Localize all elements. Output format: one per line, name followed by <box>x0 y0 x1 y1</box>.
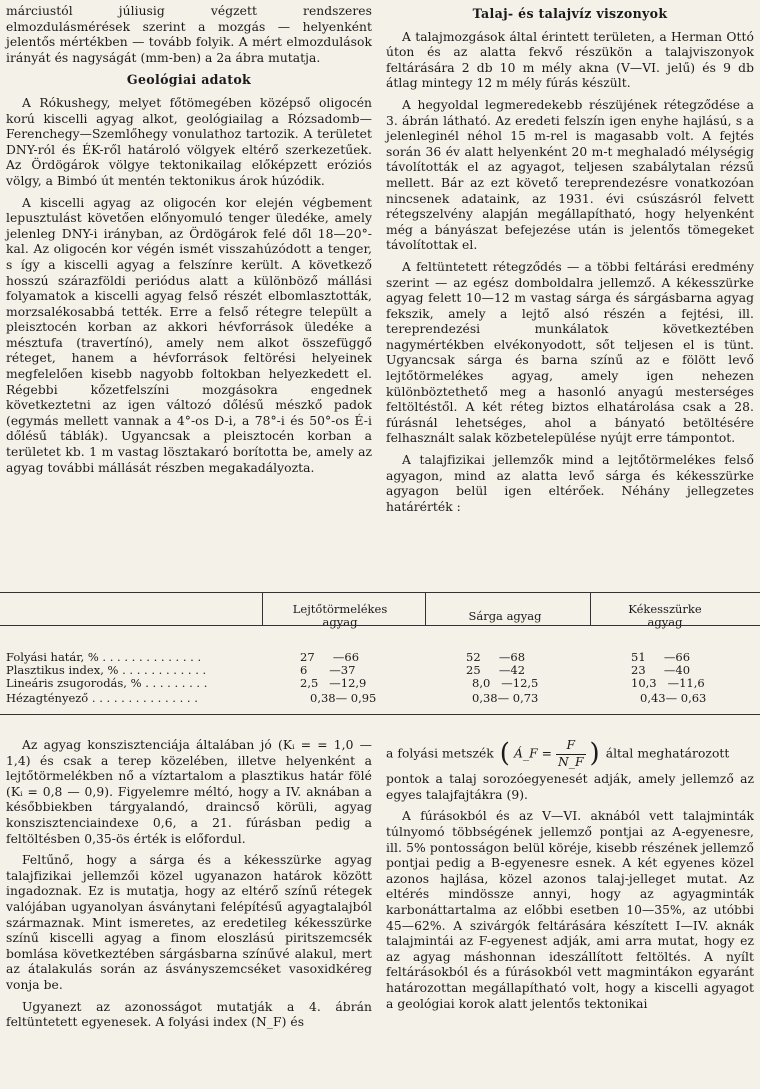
sampling-paragraph: A fúrásokból és az V—VI. aknából vett talajminták túlnyomó többségének jellemző pontjai az A-egyenesre, ill. 5% pontosságon belül köréje, kisebb részének jellemző pontjai pedig a B-egyenesre esnek. A két egyenes közel azonos hajlása, közel azonos talaj-jelleget mutat. Az eltérés mindössze annyi, hogy az agyagminták karbonáttartalma az előbbi esetben 10—35%, az utóbbi 45—62%. A szivárgók feltárására készített I—IV. aknák talajmintái az F-egyenest adják, ami arra mutat, hogy ez az agyag máshonnan ideszállított feltöltés. A nyílt feltárásokból és a fúrásokból vett magmintákon egyaránt határozottan megállapítható volt, hogy a kiscelli agyagot a geológiai korok alatt jelentős tektonikai <box>386 809 754 1011</box>
row-label: Lineáris zsugorodás, % . . . . . . . . . <box>6 676 208 690</box>
regression-paragraph: pontok a talaj sorozóegyenesét adják, amely jellemző az egyes talajfajtákra (9). <box>386 772 754 802</box>
formula-numerator: F <box>566 738 576 752</box>
table-divider <box>590 592 591 625</box>
soil-paragraph-3: A feltüntetett rétegződés — a többi feltárási eredmény szerint — az egész domboldalra jellemző. A kékesszürke agyag felett 10—12 m vastag sárga és sárgásbarna agyag fekszik, amely a lejtő alsó részén a fejtési, ill. tereprendezési munkálatok következtében nagymértékben elvékonyodott, sőt teljesen el is tünt. Ugyancsak sárga és barna színű az e fölött levő lejtőtörmelékes agyag, amely igen nehezen különböztethető meg a hasonló anyagú mesterséges feltöltéstől. A két réteg biztos elhatárolása csak a 28. fúrásnál lehetséges, ahol a bányató betöltésére felhasznált salak közbetelepülése nyújt erre támpontot. <box>386 259 754 446</box>
cell-value: 8,0 —12,5 <box>472 676 539 690</box>
soil-paragraph-1: A talajmozgások által érintett területen, a Herman Ottó úton és az alatta fekvő részükön a talajviszonyok feltárására 2 db 10 m mély akna (V—VI. jelű) és 9 db átlag mintegy 12 m mély fúrás készült. <box>386 29 754 91</box>
flow-intercept-formula: ( Á_F = $\frac{F}{N\_F}$ ) <box>499 738 600 769</box>
geology-paragraph-2: A kiscelli agyag az oligocén kor elején végbement lepusztulást követően előnyomuló tenger üledéke, amely jelenleg DNY-i irányban, az Ördögárok felé dől 18—20°-kal. Az oligocén kor végén ismét visszahúzódott a tenger, s így a kiscelli agyag a felszínre került. A következő hosszú szárazföldi periódus alatt a különböző mállási folyamatok a kiscelli agyag felső részét elbomlasztották, morzsalékosabbá tették. Erre a felső rétegre települt a pleisztocén korban az akkori hévforrások üledéke a mésztufa (travertínó), amely nem alkot összefüggő réteget, hanem a hévforrások feltörési helyeinek megfelelően kisebb nagyobb foltokban helyezkedett el. Régebbi kőzetfelszíni mozgásokra engednek következtetni az igen változó dőlésű mészkő padok (egymás mellett vannak a 4°-os D-i, a 78°-i és 50°-os É-i dőlésű táblák). Ugyancsak a pleisztocén korban a területet kb. 1 m vastag lösztakaró borította be, amely az agyag további mállását részben megakadályozta. <box>6 195 372 475</box>
table-header-col-2: Sárga agyag <box>468 609 542 623</box>
row-label: Hézagtényező . . . . . . . . . . . . . . . <box>6 691 198 705</box>
cell-value: 6 —37 <box>300 663 356 677</box>
formula-denominator: N_F <box>557 754 584 769</box>
section-heading-geology: Geológiai adatok <box>126 72 252 88</box>
table-header-col-1: Lejtőtörmelékes agyag <box>292 602 388 629</box>
table-rule-top <box>0 592 760 593</box>
intro-paragraph: márciustól júliusig végzett rendszeres elmozdulásmérések szerint a mozgás — helyenként jelentős mértékben — tovább folyik. A mért elmozdulások irányát és nagyságát (mm-ben) a 2a ábra mutatja. <box>6 4 372 65</box>
left-column-top <box>6 4 372 482</box>
formula-lhs: Á_F = <box>513 746 552 761</box>
left-column-bottom <box>6 738 372 1037</box>
soil-paragraph-2: A hegyoldal legmeredekebb részüjének rétegződése a 3. ábrán látható. Az eredeti felszín igen enyhe hajlású, s a jelenleginél néhol 15 m-rel is magasabb volt. A fejtés során 36 év alatt helyenként 20 m-t meghaladó mélységig távolították el az agyagot, teljesen szabálytalan rézsű mellett. Bár az ezt követő tereprendezésre vonatkozóan nincsenek adataink, az 1931. évi csúszásról felvett rétegszelvény alapján megállapítható, hogy helyenként még a bányászat befejezése után is jelentős tömegeket távolítottak el. <box>386 97 754 253</box>
section-heading-soil: Talaj- és talajvíz viszonyok <box>472 6 668 21</box>
formula-line <box>386 738 754 770</box>
formula-lead-text: a folyási metszék <box>386 746 494 761</box>
cell-value: 2,5 —12,9 <box>300 676 367 690</box>
cell-value: 0,43— 0,63 <box>640 691 707 705</box>
table-header-col-3: Kékesszürke agyag <box>628 602 702 629</box>
cell-value: 10,3 —11,6 <box>631 676 705 690</box>
cell-value: 52 —68 <box>466 650 526 664</box>
table-rule-bottom <box>0 714 760 715</box>
right-column-top <box>386 4 754 521</box>
cell-value: 25 —42 <box>466 663 526 677</box>
cell-value: 0,38— 0,73 <box>472 691 539 705</box>
color-paragraph: Feltűnő, hogy a sárga és a kékesszürke agyag talajfizikai jellemzői közel ugyanazon határok között ingadoznak. Ez is mutatja, hogy az eltérő színű rétegek valójában ugyanolyan ásványtani felépítésű agyagtalajból származnak. Mint ismeretes, az eredetileg kékesszürke színű kiscelli agyag a finom eloszlású piritszemcsék bomlása következtében sárgásbarna színűvé alakul, mert az átalakulás során az ásványszemcséket vasoxidkéreg vonja be. <box>6 853 372 992</box>
soil-paragraph-4: A talajfizikai jellemzők mind a lejtőtörmelékes felső agyagon, mind az alatta levő sárga és kékesszürke agyagon belül igen eltérőek. Néhány jellegzetes határérték : <box>386 453 754 514</box>
geology-paragraph-1: A Rókushegy, melyet főtömegében középső oligocén korú kiscelli agyag alkot, geológiailag a Rózsadomb—Ferenchegy—Szemlőhegy vonulathoz tartozik. A területet DNY-ról és ÉK-ről határoló völgyek eltérő szerkezetűek. Az Ördögárok völgye tektonikailag előképzett eróziós völgy, a Bimbó út mentén tektonikus árok húzódik. <box>6 95 372 188</box>
lines-paragraph: Ugyanezt az azonosságot mutatják a 4. ábrán feltüntetett egyenesek. A folyási index (N_F) és <box>6 999 372 1030</box>
formula-tail-text: által meghatározott <box>605 746 730 761</box>
cell-value: 23 —40 <box>631 663 691 677</box>
row-label: Plasztikus index, % . . . . . . . . . . . . <box>6 663 207 677</box>
table-rule-mid <box>0 625 760 626</box>
table-divider <box>262 592 263 625</box>
cell-value: 51 —66 <box>631 650 691 664</box>
cell-value: 0,38— 0,95 <box>310 691 377 705</box>
row-label: Folyási határ, % . . . . . . . . . . . . . . <box>6 650 202 664</box>
consistency-paragraph: Az agyag konszisztenciája általában jó (Kᵢ = = 1,0 — 1,4) és csak a terep közelében, illetve helyenként a lejtőtörmelékben nő a víztartalom a plasztikus határ fölé (Kᵢ = 0,8 — 0,9). Figyelemre méltó, hogy a IV. aknában a későbbiekben tárgyalandó, draincső körüli, agyag konszisztenciaindexe 0,6, a 21. fúrásban pedig a feltöltésben 0,35-ös érték is előfordul. <box>6 738 372 846</box>
cell-value: 27 —66 <box>300 650 360 664</box>
table-divider <box>425 592 426 625</box>
right-column-bottom <box>386 738 754 1018</box>
